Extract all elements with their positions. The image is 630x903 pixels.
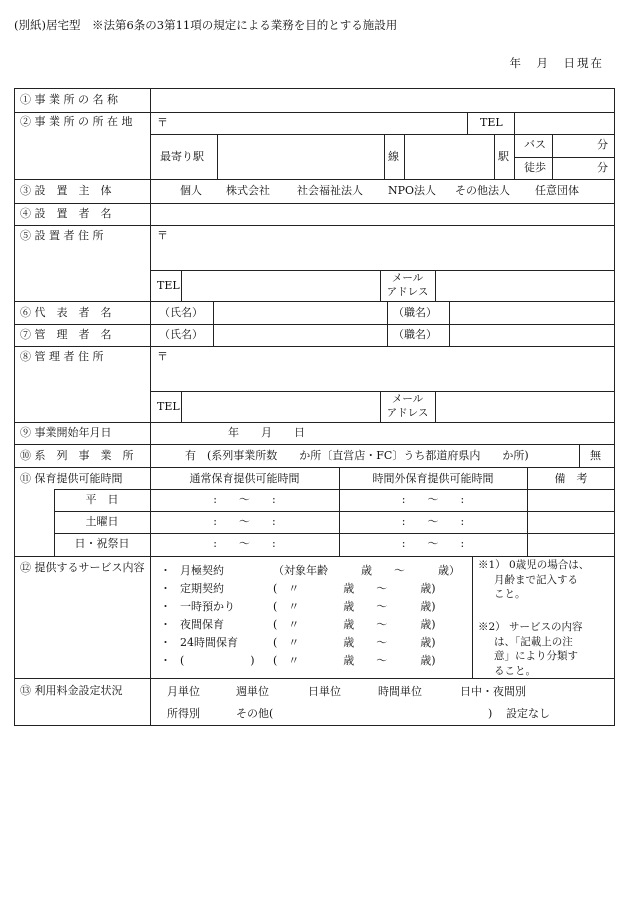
founder-option-other[interactable]: その他法人 — [455, 184, 510, 197]
weekday-extra-slot[interactable]: : 〜 : — [401, 493, 465, 506]
line-label: 線 — [388, 150, 399, 163]
as-of-date: 年 月 日現在 — [509, 56, 604, 70]
table-rule — [14, 301, 615, 302]
fee-option-day-night[interactable]: 日中・夜間別 — [460, 685, 526, 698]
fee-option-income[interactable]: 所得別 — [167, 707, 200, 720]
table-rule — [14, 678, 615, 679]
service-age-range: ( 〃 歳 〜 歳) — [273, 582, 436, 595]
table-rule — [54, 533, 615, 534]
fee-option-weekly[interactable]: 週単位 — [236, 685, 269, 698]
founder-tel-label: TEL — [157, 279, 180, 292]
walk-label: 徒歩 — [524, 161, 546, 174]
label-services: ⑫ 提供するサービス内容 — [20, 561, 145, 574]
table-rule — [387, 301, 388, 346]
table-rule — [14, 346, 615, 347]
table-rule — [514, 157, 615, 158]
table-rule — [614, 88, 615, 725]
manager-postal-mark: 〒 — [157, 350, 168, 363]
table-rule — [14, 556, 615, 557]
table-rule — [14, 467, 615, 468]
table-rule — [181, 270, 182, 301]
note-2: ※2） サービスの内容 は、「記載上の注 意」により分類す ること。 — [478, 621, 583, 677]
table-rule — [14, 179, 615, 180]
service-item[interactable]: ( ) — [180, 654, 255, 667]
start-date-value: 年 月 日 — [228, 426, 305, 439]
mgr-title-label: （職名） — [393, 328, 437, 341]
founder-name-field[interactable] — [151, 204, 614, 225]
form-title: (別紙)居宅型 ※法第6条の3第11項の規定による業務を目的とする施設用 — [14, 18, 398, 32]
day-saturday: 土曜日 — [85, 515, 119, 528]
affiliate-yes-text[interactable]: 有 (系列事業所数 か所〔直営店・FC〕うち都道府県内 か所) — [185, 449, 529, 462]
table-rule — [14, 225, 615, 226]
col-normal-hours: 通常保育提供可能時間 — [189, 472, 300, 485]
table-rule — [467, 112, 468, 134]
service-bullet: ・ — [160, 654, 171, 667]
table-rule — [14, 324, 615, 325]
service-bullet: ・ — [160, 618, 171, 631]
service-age-range: ( 〃 歳 〜 歳) — [273, 600, 436, 613]
bus-label: バス — [524, 138, 546, 151]
manager-tel-label: TEL — [157, 400, 180, 413]
service-age-range: （対象年齢 歳 〜 歳） — [273, 564, 460, 577]
fee-option-daily[interactable]: 日単位 — [308, 685, 341, 698]
table-rule — [54, 489, 615, 490]
label-fee-settings: ⑬ 利用料金設定状況 — [20, 684, 123, 697]
founder-option-voluntary[interactable]: 任意団体 — [535, 184, 579, 197]
label-care-hours: ⑪ 保育提供可能時間 — [20, 472, 123, 485]
table-rule — [150, 88, 151, 467]
table-rule — [14, 444, 615, 445]
founder-option-individual[interactable]: 個人 — [180, 184, 202, 197]
table-rule — [54, 511, 615, 512]
service-item[interactable]: 月極契約 — [180, 564, 224, 577]
saturday-normal-slot[interactable]: : 〜 : — [213, 515, 276, 528]
table-rule — [14, 725, 615, 726]
note-1: ※1） 0歳児の場合は、 月齢まで記入する こと。 — [478, 559, 590, 600]
service-age-range: ( 〃 歳 〜 歳) — [273, 636, 436, 649]
facility-tel-field[interactable] — [515, 113, 614, 134]
service-item[interactable]: 定期契約 — [180, 582, 224, 595]
table-rule — [579, 444, 580, 467]
table-rule — [449, 301, 450, 346]
table-rule — [150, 556, 151, 725]
table-rule — [150, 134, 615, 135]
table-rule — [435, 391, 436, 422]
service-item[interactable]: 24時間保育 — [180, 636, 238, 649]
label-manager-name: ⑦ 管 理 者 名 — [20, 328, 112, 341]
table-rule — [494, 134, 495, 179]
founder-option-welfare[interactable]: 社会福祉法人 — [297, 184, 363, 197]
day-holiday: 日・祝祭日 — [74, 537, 130, 550]
service-item[interactable]: 夜間保育 — [180, 618, 224, 631]
col-note: 備 考 — [554, 472, 588, 485]
label-founder-address: ⑤ 設 置 者 住 所 — [20, 229, 104, 242]
service-bullet: ・ — [160, 564, 171, 577]
affiliate-none[interactable]: 無 — [590, 449, 601, 462]
manager-mail-label: メール アドレス — [386, 393, 429, 419]
label-founder-name: ④ 設 置 者 名 — [20, 207, 112, 220]
founder-option-corporation[interactable]: 株式会社 — [226, 184, 270, 197]
service-bullet: ・ — [160, 582, 171, 595]
table-rule — [14, 88, 15, 725]
service-age-range: ( 〃 歳 〜 歳) — [273, 618, 436, 631]
col-extra-hours: 時間外保育提供可能時間 — [372, 472, 494, 485]
fee-option-none[interactable]: 設定なし — [506, 707, 550, 720]
postal-mark: 〒 — [157, 116, 168, 129]
table-rule — [217, 134, 218, 179]
application-form-table — [14, 88, 615, 725]
label-start-date: ⑨ 事業開始年月日 — [20, 426, 112, 439]
label-facility-name: ① 事 業 所 の 名 称 — [20, 93, 118, 106]
bus-minutes-label: 分 — [597, 138, 608, 151]
day-weekday: 平 日 — [85, 493, 119, 506]
holiday-extra-slot[interactable]: : 〜 : — [401, 537, 465, 550]
nearest-station-label: 最寄り駅 — [160, 150, 204, 163]
table-rule — [213, 301, 214, 346]
table-rule — [435, 270, 436, 301]
holiday-normal-slot[interactable]: : 〜 : — [213, 537, 276, 550]
label-founder-type: ③ 設 置 主 体 — [20, 184, 112, 197]
fee-option-monthly[interactable]: 月単位 — [167, 685, 200, 698]
rep-title-label: （職名） — [393, 306, 437, 319]
tel-label: TEL — [480, 116, 503, 129]
mgr-name-label: （氏名） — [159, 328, 203, 341]
fee-option-other[interactable]: その他( — [236, 707, 274, 720]
service-age-range: ( 〃 歳 〜 歳) — [273, 654, 436, 667]
service-bullet: ・ — [160, 600, 171, 613]
founder-option-npo[interactable]: NPO法人 — [388, 184, 437, 197]
label-facility-address: ② 事 業 所 の 所 在 地 — [20, 115, 133, 128]
walk-minutes-label: 分 — [597, 161, 608, 174]
weekday-normal-slot[interactable]: : 〜 : — [213, 493, 276, 506]
saturday-extra-slot[interactable]: : 〜 : — [401, 515, 465, 528]
fee-option-hourly[interactable]: 時間単位 — [378, 685, 422, 698]
service-bullet: ・ — [160, 636, 171, 649]
fee-other-close-paren: ) — [488, 707, 493, 720]
rep-name-label: （氏名） — [159, 306, 203, 319]
station-label: 駅 — [498, 150, 509, 163]
table-rule — [472, 556, 473, 678]
label-manager-address: ⑧ 管 理 者 住 所 — [20, 350, 104, 363]
table-rule — [384, 134, 385, 179]
service-item[interactable]: 一時預かり — [180, 600, 235, 613]
table-rule — [181, 391, 182, 422]
founder-mail-label: メール アドレス — [386, 272, 429, 298]
facility-name-field[interactable] — [151, 89, 614, 112]
table-rule — [404, 134, 405, 179]
founder-postal-mark: 〒 — [157, 229, 168, 242]
table-rule — [14, 422, 615, 423]
label-affiliated-facilities: ⑩ 系 列 事 業 所 — [20, 449, 134, 462]
label-representative-name: ⑥ 代 表 者 名 — [20, 306, 112, 319]
